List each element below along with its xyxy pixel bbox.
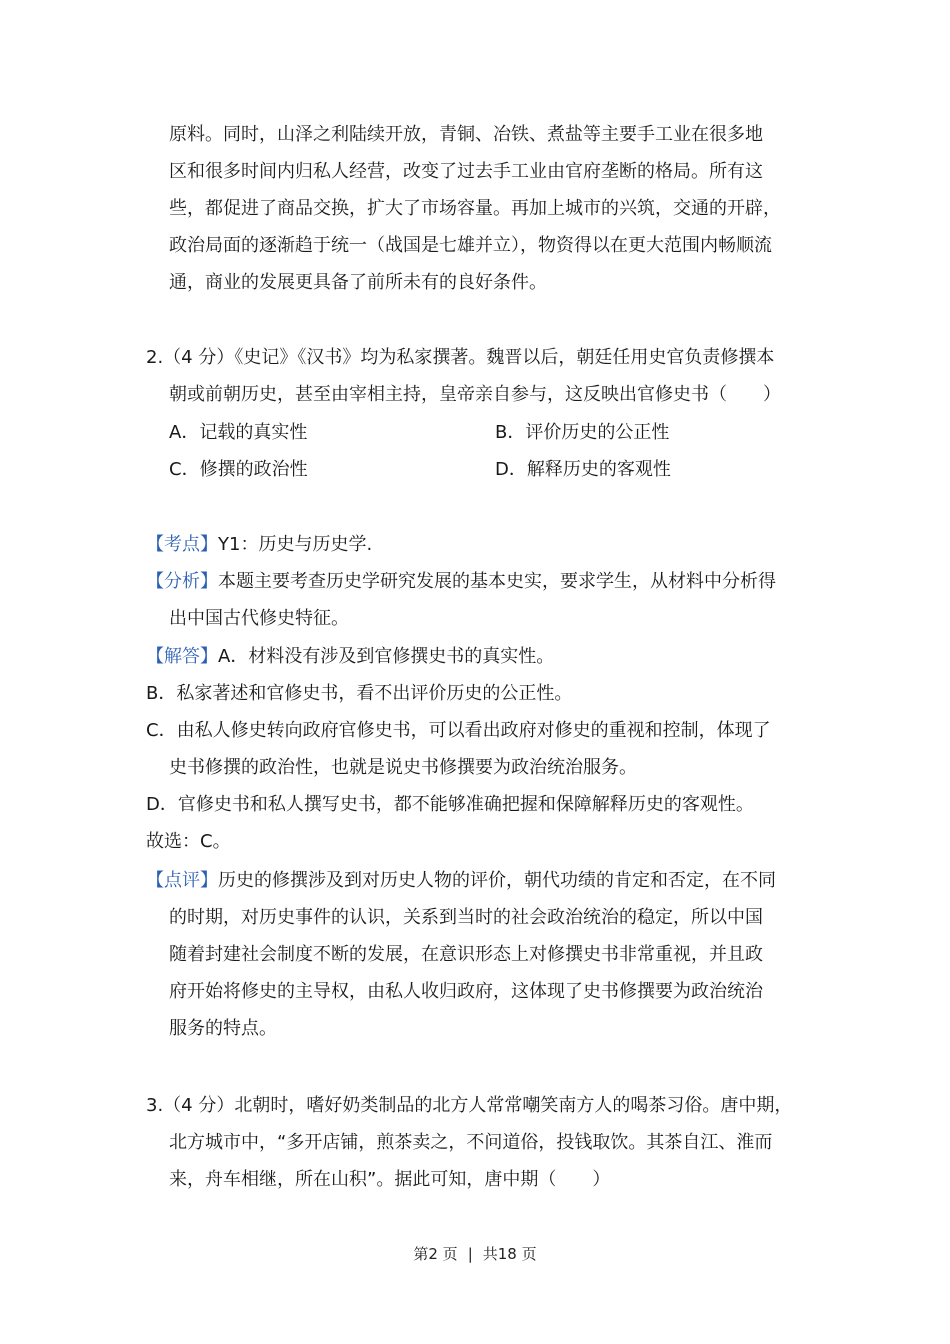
- dianping-text: 历史的修撰涉及到对历史人物的评价，朝代功绩的肯定和否定，在不同: [218, 870, 776, 891]
- explain-b: B．私家著述和官修史书，看不出评价历史的公正性。: [146, 683, 573, 704]
- explain-c: C．由私人修史转向政府官修史书，可以看出政府对修史的重视和控制，体现了: [146, 720, 771, 741]
- continuation-line: 通，商业的发展更具备了前所未有的良好条件。: [169, 272, 547, 293]
- kaodian-text: Y1：历史与历史学.: [218, 534, 373, 555]
- explain-d: D．官修史书和私人撰写史书，都不能够准确把握和保障解释历史的客观性。: [146, 794, 754, 815]
- explain-c-cont: 史书修撰的政治性，也就是说史书修撰要为政治统治服务。: [169, 757, 637, 778]
- footer-separator: |: [467, 1245, 473, 1263]
- fenxi-tag: 【分析】: [146, 571, 218, 592]
- dianping-line: 随着封建社会制度不断的发展，在意识形态上对修撰史书非常重视，并且政: [169, 944, 763, 965]
- question-2-stem: 2.（4 分）《史记》《汉书》均为私家撰著。魏晋以后，朝廷任用史官负责修撰本: [146, 347, 775, 368]
- question-3-stem-cont: 北方城市中，“多开店铺，煎茶卖之，不问道俗，投钱取饮。其茶自江、淮而: [169, 1132, 773, 1153]
- option-b: B．评价历史的公正性: [495, 422, 670, 443]
- dianping-tag: 【点评】: [146, 870, 218, 891]
- dianping-line: 服务的特点。: [169, 1018, 277, 1039]
- dianping-line: 的时期，对历史事件的认识，关系到当时的社会政治统治的稳定，所以中国: [169, 907, 763, 928]
- jieda-text: A．材料没有涉及到官修撰史书的真实性。: [218, 646, 555, 667]
- page-footer: [0, 1243, 950, 1264]
- dianping-section: [146, 868, 776, 894]
- answer-line: 故选：C。: [146, 831, 231, 852]
- continuation-line: 原料。同时，山泽之利陆续开放，青铜、冶铁、煮盐等主要手工业在很多地: [169, 124, 763, 145]
- option-d: D．解释历史的客观性: [495, 459, 671, 480]
- kaodian-tag: 【考点】: [146, 534, 218, 555]
- fenxi-text: 本题主要考查历史学研究发展的基本史实，要求学生，从材料中分析得: [218, 571, 776, 592]
- question-3-stem: 3.（4 分）北朝时，嗜好奶类制品的北方人常常嘲笑南方人的喝茶习俗。唐中期，: [146, 1095, 793, 1116]
- option-c: C．修撰的政治性: [169, 459, 308, 480]
- dianping-line: 府开始将修史的主导权，由私人收归政府，这体现了史书修撰要为政治统治: [169, 981, 763, 1002]
- kaodian-section: [146, 532, 372, 558]
- page-number: 第2 页: [413, 1245, 458, 1263]
- continuation-line: 些，都促进了商品交换，扩大了市场容量。再加上城市的兴筑，交通的开辟，: [169, 198, 781, 219]
- page-total: 共18 页: [482, 1245, 537, 1263]
- jieda-section: [146, 644, 554, 670]
- continuation-line: 政治局面的逐渐趋于统一（战国是七雄并立），物资得以在更大范围内畅顺流: [169, 235, 772, 256]
- question-2-stem-cont: 朝或前朝历史，甚至由宰相主持，皇帝亲自参与，这反映出官修史书（ ）: [169, 384, 781, 405]
- jieda-tag: 【解答】: [146, 646, 218, 667]
- option-a: A．记载的真实性: [169, 422, 308, 443]
- fenxi-text-cont: 出中国古代修史特征。: [169, 608, 349, 629]
- continuation-line: 区和很多时间内归私人经营，改变了过去手工业由官府垄断的格局。所有这: [169, 161, 763, 182]
- question-3-stem-cont: 来，舟车相继，所在山积”。据此可知，唐中期（ ）: [169, 1169, 611, 1190]
- fenxi-section: [146, 569, 776, 595]
